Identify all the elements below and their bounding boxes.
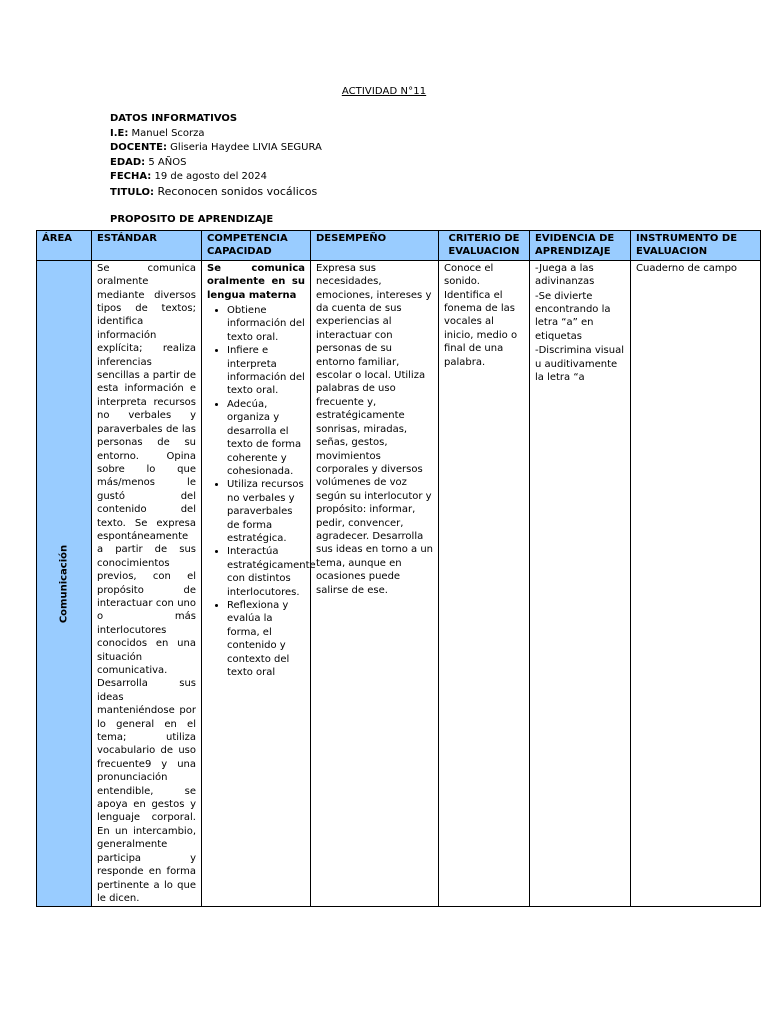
evidencia-item: -Juega a las adivinanzas xyxy=(535,262,595,288)
informative-data xyxy=(110,112,322,201)
fecha-label: FECHA: xyxy=(110,171,152,183)
header-evidencia: EVIDENCIA DE APRENDIZAJE xyxy=(530,231,631,261)
table-header-row xyxy=(37,231,761,261)
capacidades-list xyxy=(207,304,316,679)
estandar-cell: Se comunica oralmente mediante diversos tipos de textos; identifica información explícita; realiza inferencias sencillas a partir de esta información e interpreta recursos no verbales y paraverbales de las personas de su entorno. Opina sobre lo que más/menos le gustó del contenido del texto. Se expresa espontáneamente a partir de sus conocimientos previos, con el propósito de interactuar con uno o más interlocutores conocidos en una situación comunicativa. Desarrolla sus ideas manteniéndose por lo general en el tema; utiliza vocabulario de uso frecuente9 y una pronunciación entendible, se apoya en gestos y lenguaje corporal. En un intercambio, generalmente participa y responde en forma pertinente a lo que le dicen. xyxy=(92,260,202,907)
fecha-value: 19 de agosto del 2024 xyxy=(151,171,267,183)
list-item: • Reflexiona y evalúa la forma, el contenido y contexto del texto oral xyxy=(227,599,305,679)
ie-value: Manuel Scorza xyxy=(128,127,205,139)
activity-title: ACTIVIDAD N°11 xyxy=(341,86,427,97)
docente-label: DOCENTE: xyxy=(110,142,167,154)
desempeno-cell: Expresa sus necesidades, emociones, intereses y da cuenta de sus experiencias al interactuar con personas de su entorno familiar, escolar o local. Utiliza palabras de uso frecuente y, estratégicamente sonrisas, miradas, señas, gestos, movimientos corporales y diversos volúmenes de voz según su interlocutor y propósito: informar, pedir, convencer, agradecer. Desarrolla sus ideas en torno a un tema, aunque en ocasiones puede salirse de ese. xyxy=(311,260,439,907)
criterio-cell: Conoce el sonido. Identifica el fonema de las vocales al inicio, medio o final de una palabra. xyxy=(439,260,530,907)
evidencia-cell xyxy=(530,260,631,907)
header-criterio: CRITERIO DE EVALUACION xyxy=(439,231,530,261)
competencia-cell xyxy=(202,260,316,907)
table-row xyxy=(37,260,761,907)
docente-line xyxy=(110,141,322,156)
evidencia-item: -Discrimina visual u auditivamente la letra “a xyxy=(535,345,624,384)
informative-data-heading: DATOS INFORMATIVOS xyxy=(110,113,238,124)
list-item: • Adecúa, organiza y desarrolla el texto de forma coherente y cohesionada. xyxy=(227,398,305,478)
list-item: • Interactúa estratégicamente con distintos interlocutores. xyxy=(227,545,305,599)
header-competencia: COMPETENCIA CAPACIDAD xyxy=(202,231,311,261)
learning-purpose-table xyxy=(36,230,761,907)
area-cell xyxy=(37,260,92,907)
header-desempeno: DESEMPEÑO xyxy=(311,231,439,261)
ie-line xyxy=(110,127,322,142)
ie-label: I.E: xyxy=(110,127,129,139)
titulo-line xyxy=(110,185,322,201)
header-estandar: ESTÁNDAR xyxy=(92,231,202,261)
docente-value: Gliseria Haydee LIVIA SEGURA xyxy=(167,142,322,154)
header-instrumento: INSTRUMENTO DE EVALUACION xyxy=(631,231,761,261)
titulo-value: Reconocen sonidos vocálicos xyxy=(154,184,318,198)
list-item: • Utiliza recursos no verbales y paraverbales de forma estratégica. xyxy=(227,478,305,545)
header-area: ÁREA xyxy=(37,231,92,261)
edad-line xyxy=(110,156,322,171)
instrumento-cell: Cuaderno de campo xyxy=(631,260,761,907)
area-label: Comunicación xyxy=(58,544,70,623)
evidencia-item: -Se divierte encontrando la letra “a” en etiquetas xyxy=(535,290,611,342)
fecha-line xyxy=(110,170,322,185)
titulo-label: TITULO: xyxy=(110,186,154,198)
edad-value: 5 AÑOS xyxy=(145,156,187,168)
competencia-title: Se comunica oralmente en su lengua materna xyxy=(207,262,305,301)
edad-label: EDAD: xyxy=(110,156,146,168)
list-item: • Infiere e interpreta información del texto oral. xyxy=(227,344,305,398)
purpose-heading: PROPOSITO DE APRENDIZAJE xyxy=(110,214,274,225)
list-item: • Obtiene información del texto oral. xyxy=(227,304,305,344)
